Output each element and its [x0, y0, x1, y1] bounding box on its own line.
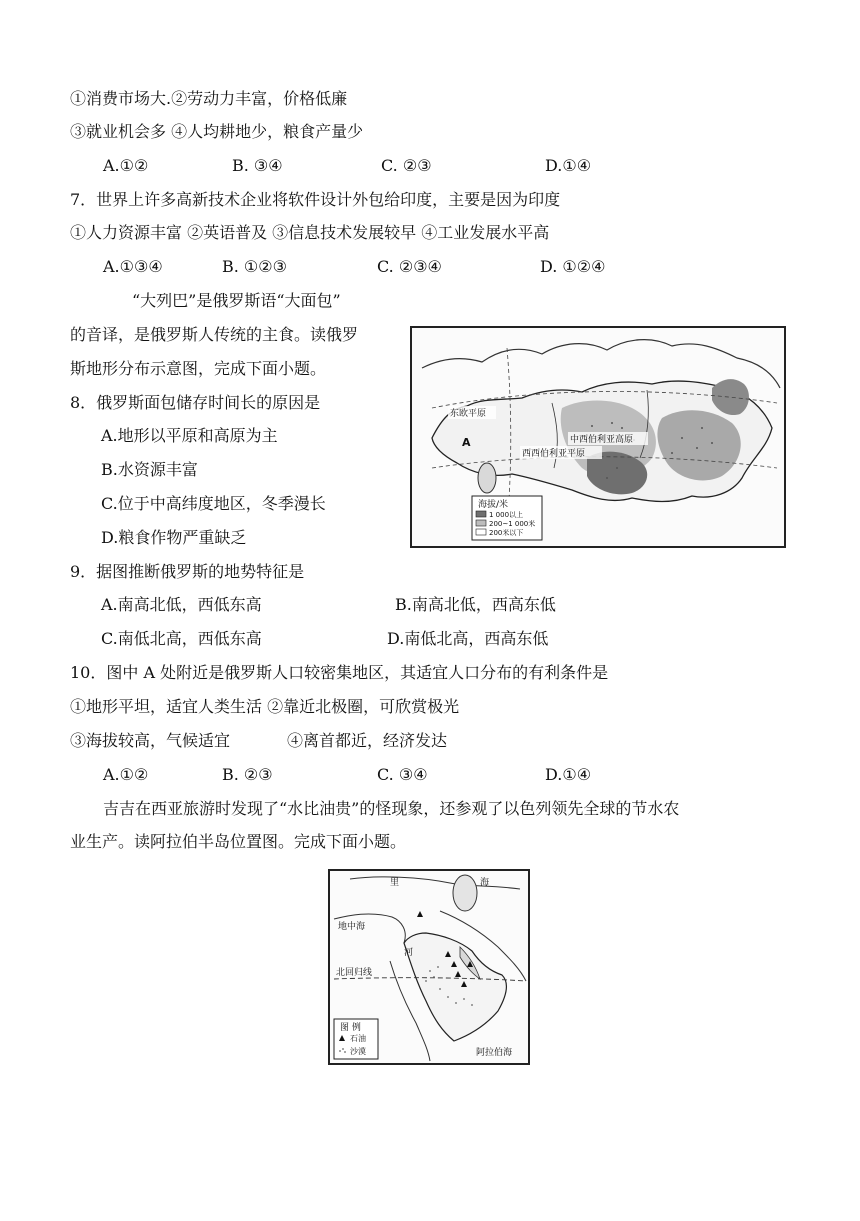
q10-option-b[interactable]: B. ②③ — [222, 765, 273, 784]
q8-option-c[interactable]: C.位于中高纬度地区，冬季漫长 — [101, 494, 326, 513]
map-label-a: A — [462, 436, 471, 449]
arab-intro-line-2: 业生产。读阿拉伯半岛位置图。完成下面小题。 — [70, 832, 407, 851]
q8-stem: 8．俄罗斯面包储存时间长的原因是 — [70, 393, 321, 412]
q10-option-d[interactable]: D.①④ — [545, 765, 592, 784]
arab-map-label-he: 河 — [404, 948, 414, 958]
arab-legend-title: 图 例 — [340, 1023, 361, 1033]
q9-option-a[interactable]: A.南高北低，西低东高 — [101, 595, 262, 614]
q8-option-a[interactable]: A.地形以平原和高原为主 — [101, 426, 278, 445]
arab-legend-oil: 石油 — [350, 1034, 366, 1043]
legend-item-mid: 200~1 000米 — [489, 520, 536, 528]
q8-option-b[interactable]: B.水资源丰富 — [101, 460, 198, 479]
russia-terrain-map — [410, 326, 786, 548]
arab-intro-line-1: 吉吉在西亚旅游时发现了“水比油贵”的怪现象，还参观了以色列领先全球的节水农 — [103, 799, 680, 818]
map-label-central-siberian-plateau: 中西伯利亚高原 — [570, 435, 634, 445]
q8-option-d[interactable]: D.粮食作物严重缺乏 — [101, 528, 247, 547]
arab-map-label-mediterranean: 地中海 — [338, 922, 366, 932]
legend-title: 海拔/米 — [478, 500, 509, 510]
q6-line-2: ③就业机会多 ④人均耕地少，粮食产量少 — [70, 122, 364, 141]
q9-option-b[interactable]: B.南高北低，西高东低 — [395, 595, 556, 614]
legend-item-low: 200米以下 — [489, 529, 524, 537]
q9-option-d[interactable]: D.南低北高，西高东低 — [387, 629, 549, 648]
russia-intro-line-2: 的音译，是俄罗斯人传统的主食。读俄罗 — [70, 325, 359, 344]
arab-legend-desert: 沙漠 — [350, 1047, 366, 1056]
q10-stem: 10．图中 A 处附近是俄罗斯人口较密集地区，其适宜人口分布的有利条件是 — [70, 663, 609, 682]
russia-intro-line-1: “大列巴”是俄罗斯语“大面包” — [132, 291, 341, 310]
q7-items: ①人力资源丰富 ②英语普及 ③信息技术发展较早 ④工业发展水平高 — [70, 223, 550, 242]
q7-option-b[interactable]: B. ①②③ — [222, 257, 287, 276]
q7-stem: 7．世界上许多高新技术企业将软件设计外包给印度，主要是因为印度 — [70, 190, 561, 209]
q10-line-2: ③海拔较高，气候适宜 — [70, 731, 231, 750]
russia-intro-line-3: 斯地形分布示意图，完成下面小题。 — [70, 359, 327, 378]
q6-option-c[interactable]: C. ②③ — [381, 156, 432, 175]
q7-option-a[interactable]: A.①③④ — [103, 257, 163, 276]
q6-option-d[interactable]: D.①④ — [545, 156, 592, 175]
arabian-peninsula-map — [328, 869, 530, 1065]
q6-option-b[interactable]: B. ③④ — [232, 156, 283, 175]
q10-option-c[interactable]: C. ③④ — [377, 765, 428, 784]
arab-map-label-hai: 海 — [480, 878, 490, 888]
q10-line-2b: ④离首都近，经济发达 — [287, 731, 448, 750]
map-label-east-european-plain: 东欧平原 — [450, 409, 487, 419]
q9-stem: 9．据图推断俄罗斯的地势特征是 — [70, 562, 305, 581]
q6-line-1: ①消费市场大.②劳动力丰富，价格低廉 — [70, 89, 348, 108]
legend-item-high: 1 000以上 — [489, 511, 524, 519]
q6-option-a[interactable]: A.①② — [103, 156, 149, 175]
q10-line-1: ①地形平坦，适宜人类生活 ②靠近北极圈，可欣赏极光 — [70, 697, 460, 716]
q9-option-c[interactable]: C.南低北高，西低东高 — [101, 629, 262, 648]
arab-map-label-tropic: 北回归线 — [336, 968, 373, 978]
q10-option-a[interactable]: A.①② — [103, 765, 149, 784]
q7-option-c[interactable]: C. ②③④ — [377, 257, 442, 276]
q7-option-d[interactable]: D. ①②④ — [540, 257, 606, 276]
map-label-west-siberian-plain: 西西伯利亚平原 — [522, 449, 586, 459]
arab-map-label-arabian-sea: 阿拉伯海 — [476, 1048, 513, 1058]
arab-map-label-li: 里 — [390, 878, 400, 888]
